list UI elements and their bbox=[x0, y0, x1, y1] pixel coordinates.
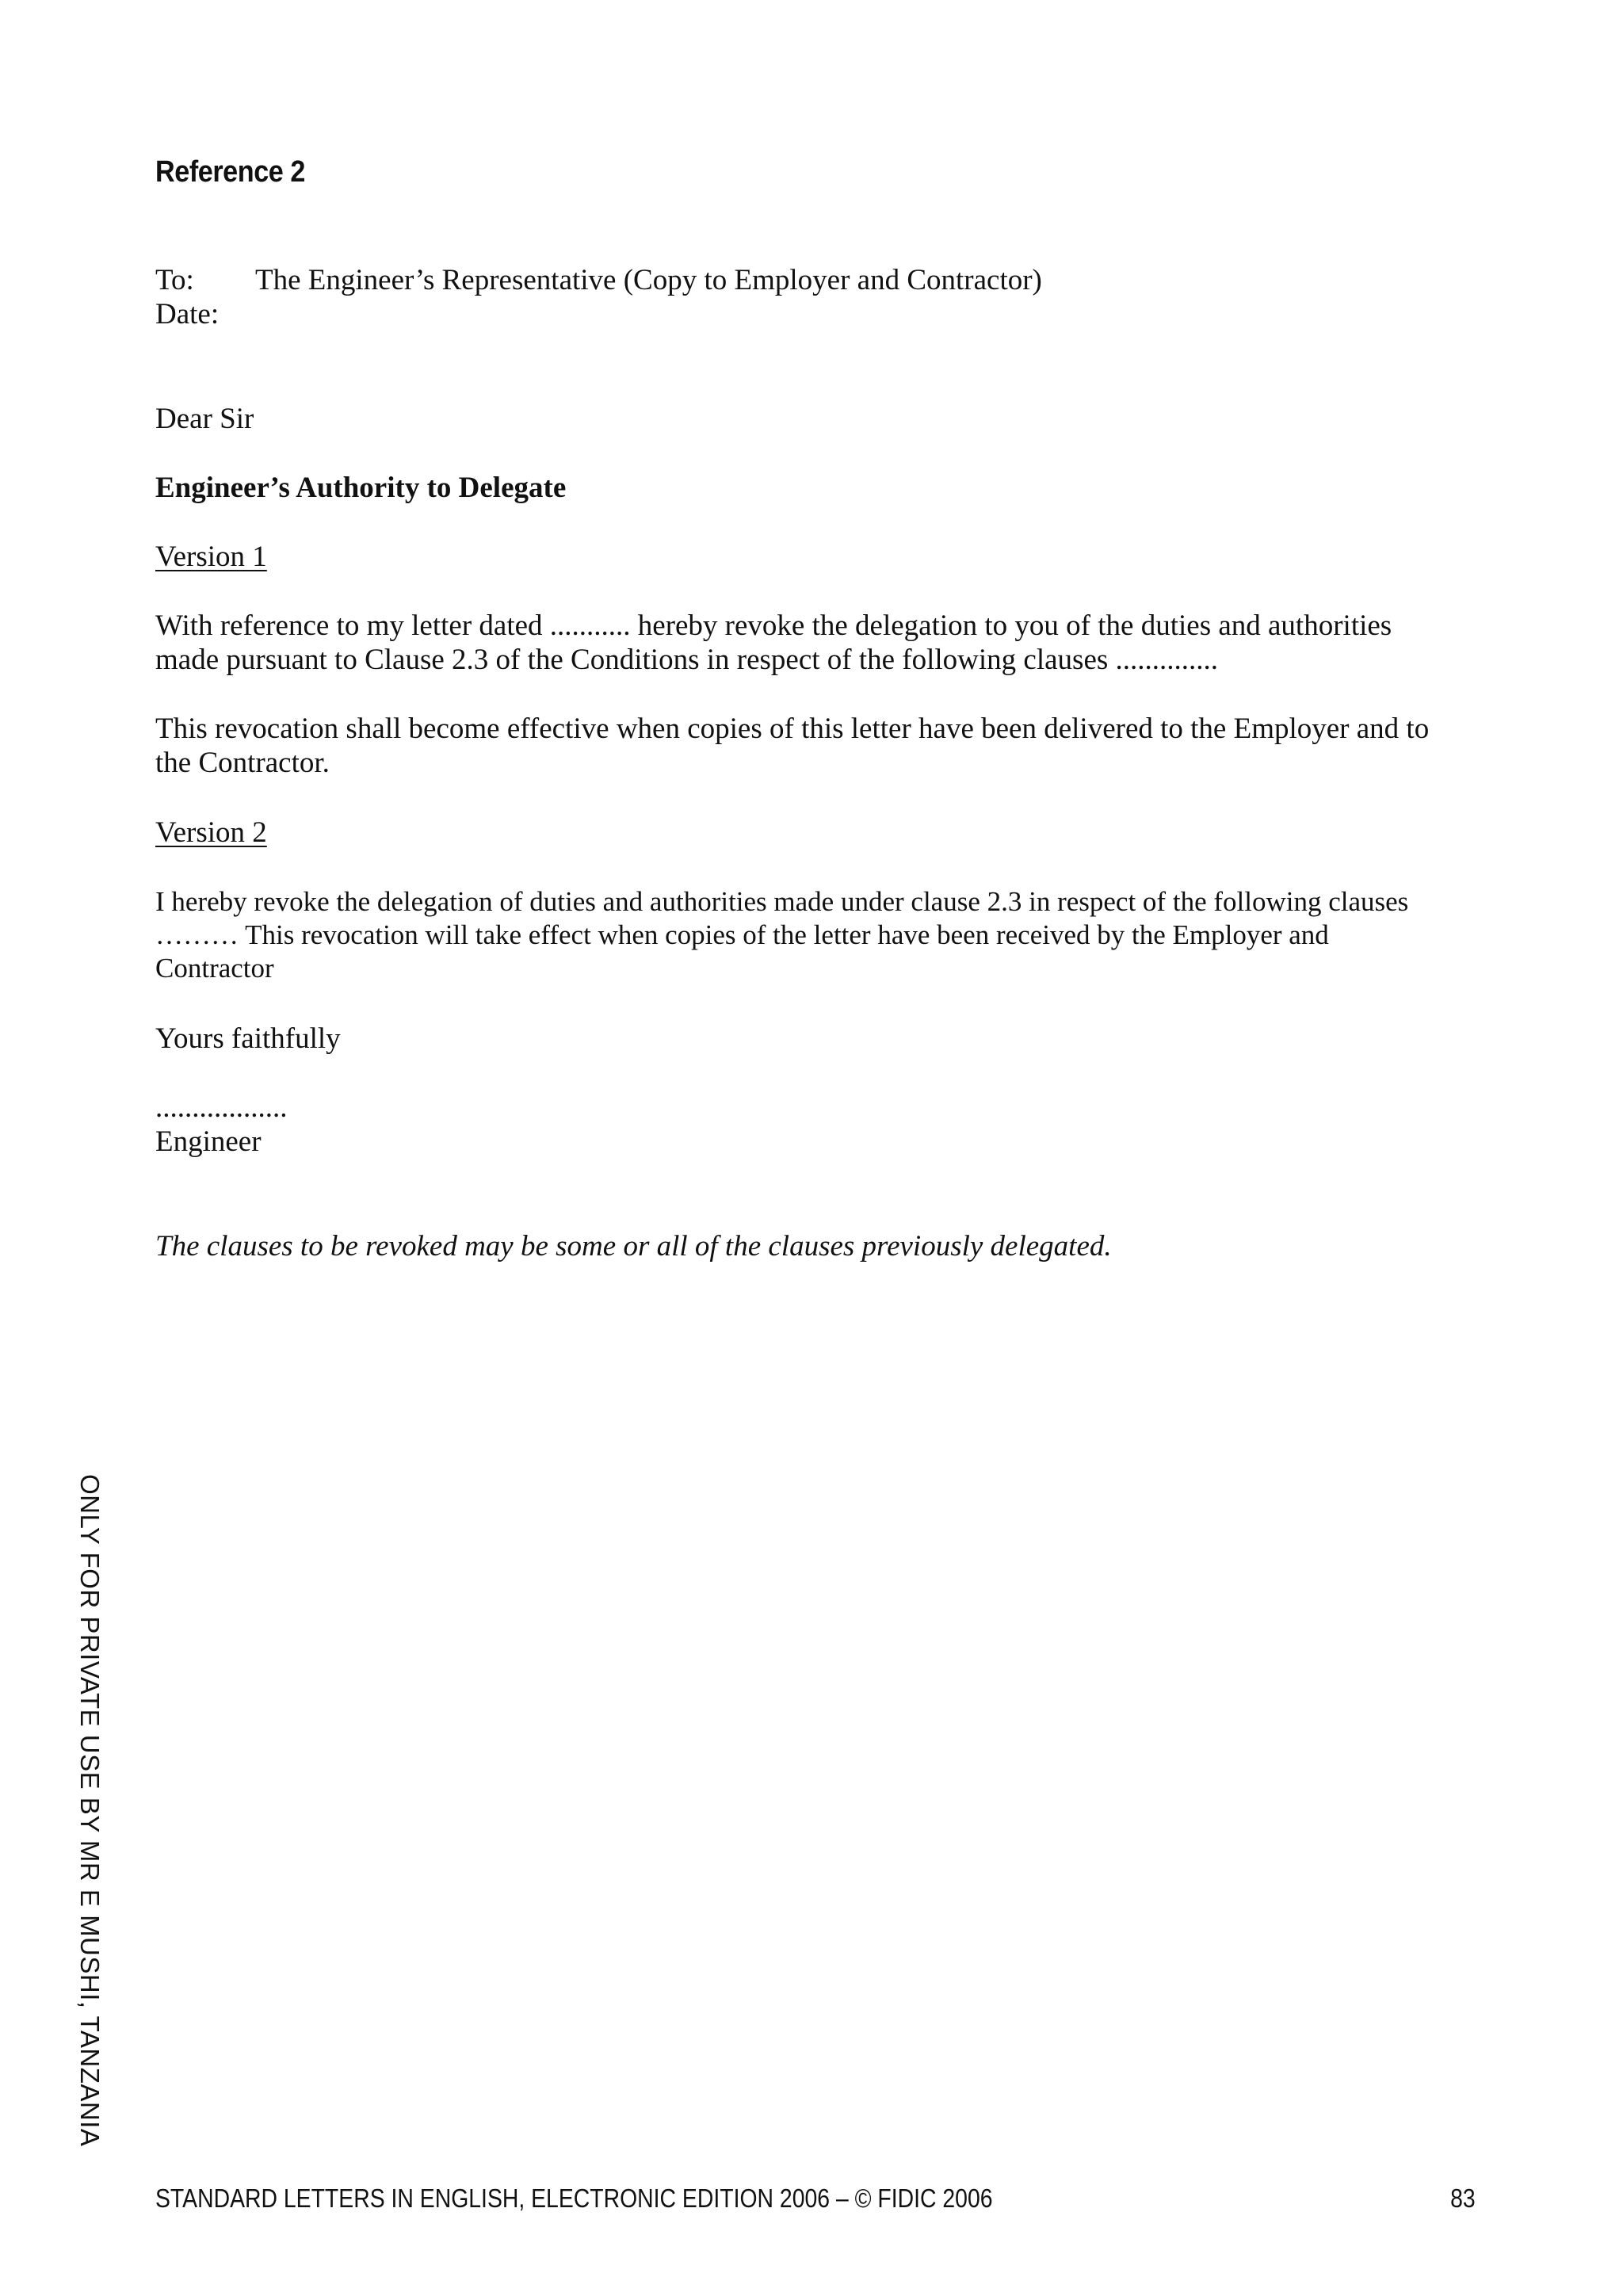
explanatory-note: The clauses to be revoked may be some or all of the clauses previously delegated. bbox=[155, 1230, 1112, 1263]
subject-line: Engineer’s Authority to Delegate bbox=[155, 472, 567, 504]
version-2-line-3: Contractor bbox=[155, 953, 274, 984]
version-2-label: Version 2 bbox=[155, 816, 267, 849]
to-value: The Engineer’s Representative (Copy to Employer and Contractor) bbox=[255, 264, 1042, 296]
version-2-line-2: ……… This revocation will take effect when copies of the letter have been received by the Employer and bbox=[155, 919, 1329, 950]
version-1-paragraph-2 bbox=[155, 712, 1487, 780]
page-number: 83 bbox=[1450, 2183, 1476, 2213]
to-label: To: bbox=[155, 264, 194, 296]
to-row bbox=[155, 263, 1042, 297]
signatory: Engineer bbox=[155, 1125, 262, 1158]
version-1-paragraph-1-line-2: made pursuant to Clause 2.3 of the Conditions in respect of the following clauses .............. bbox=[155, 644, 1219, 676]
salutation: Dear Sir bbox=[155, 403, 254, 435]
version-2-line-1: I hereby revoke the delegation of duties and authorities made under clause 2.3 in respect of the following clauses bbox=[155, 886, 1409, 917]
version-1-label: Version 1 bbox=[155, 541, 267, 573]
version-2-paragraph bbox=[155, 885, 1487, 985]
signature-block bbox=[155, 1091, 1487, 1159]
date-row bbox=[155, 297, 255, 331]
version-1-paragraph-1-line-1: With reference to my letter dated ........... hereby revoke the delegation to you of the duties and authorities bbox=[155, 609, 1392, 642]
reference-heading: Reference 2 bbox=[155, 155, 305, 189]
signature-dots: .................. bbox=[155, 1091, 288, 1124]
version-1-paragraph-2-line-2: the Contractor. bbox=[155, 747, 330, 779]
date-label: Date: bbox=[155, 298, 220, 330]
version-1-paragraph-1 bbox=[155, 609, 1487, 677]
footer-copyright: STANDARD LETTERS IN ENGLISH, ELECTRONIC EDITION 2006 – © FIDIC 2006 bbox=[155, 2183, 993, 2213]
private-use-watermark: ONLY FOR PRIVATE USE BY MR E MUSHI, TANZANIA bbox=[75, 1474, 105, 2147]
version-1-paragraph-2-line-1: This revocation shall become effective when copies of this letter have been delivered to the Employer and to bbox=[155, 712, 1430, 745]
version-2-title bbox=[155, 816, 1487, 850]
closing: Yours faithfully bbox=[155, 1022, 341, 1055]
version-1-title bbox=[155, 540, 1487, 574]
